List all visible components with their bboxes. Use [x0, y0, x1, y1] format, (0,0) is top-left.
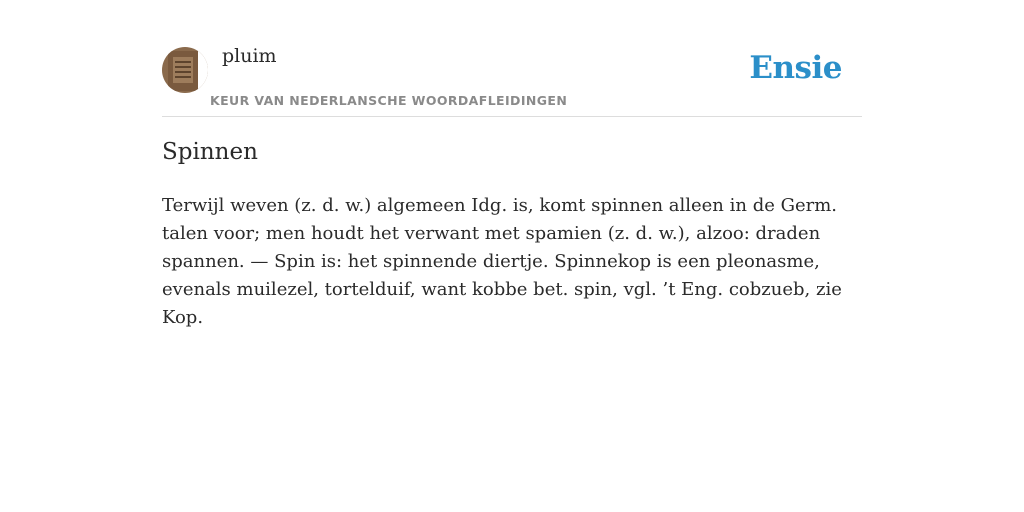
- book-cover-icon: [162, 47, 208, 93]
- entry-body: Terwijl weven (z. d. w.) algemeen Idg. is, komt spinnen alleen in de Germ. talen voor; men houdt het verwant met spamien (z. d. w.), alzoo: draden spannen. — Spin is: het spinnende diertje. Spinnekop is een pleonasme, evenals muilezel, tortelduif, want kobbe bet. spin, vgl. ’t Eng. cobzueb, zie Kop.: [162, 195, 842, 328]
- entry-title: Spinnen: [162, 139, 258, 165]
- author-name[interactable]: pluim: [222, 45, 277, 67]
- entry-header: [162, 0, 862, 117]
- entry-card: [162, 0, 862, 328]
- brand-logo[interactable]: Ensie: [749, 50, 842, 86]
- source-name[interactable]: KEUR VAN NEDERLANSCHE WOORDAFLEIDINGEN: [210, 93, 568, 108]
- book-cover-avatar[interactable]: [162, 47, 208, 93]
